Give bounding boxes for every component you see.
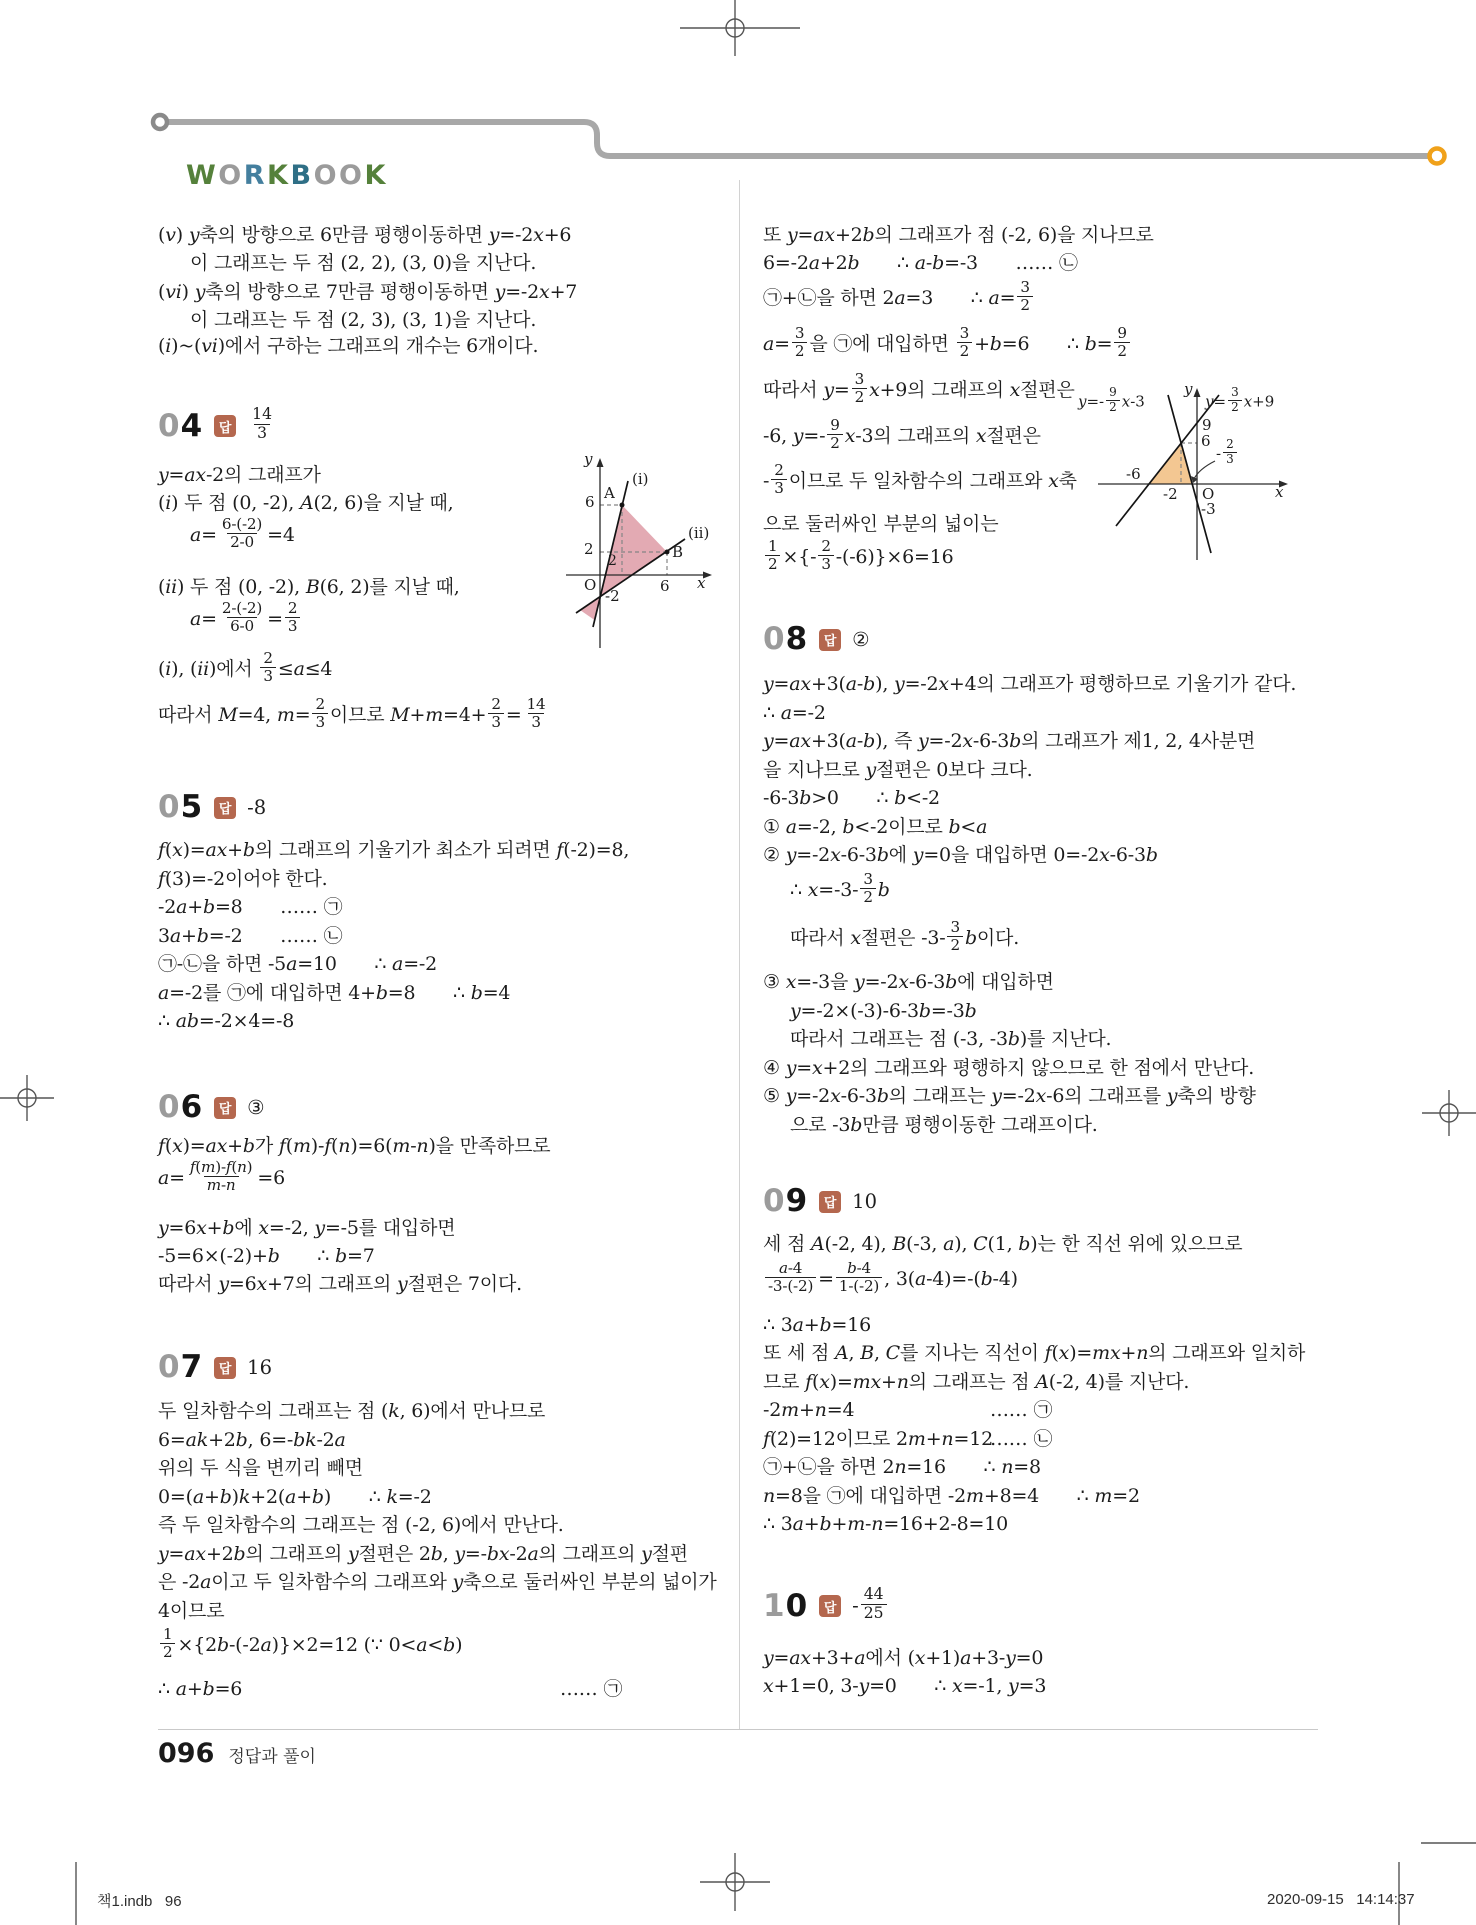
solution-line: ∴ 3a+b+m-n=16+2-8=10 [763,1513,1009,1535]
y-axis-arrow [597,458,604,467]
solution-line: y=ax+3(a-b), y=-2x+4의 그래프가 평행하므로 기울기가 같다. [763,673,1297,695]
problem-number: 07 [158,1349,204,1385]
solution-line: -6, y=- $\frac{9}{2}$ x-3의 그래프의 x절편은 [763,416,1041,453]
logo-letter: O [313,160,340,191]
fraction: $\frac{3}{2}$ [792,325,807,361]
graph-label: 2 [608,553,617,569]
solution-line: 이 그래프는 두 점 (2, 3), (3, 1)을 지난다. [190,309,537,331]
fraction: $\frac{9}{2}$ [1114,325,1129,361]
solution-line: ㉠+㉡을 하면 2a=3 ∴ a= $\frac{3}{2}$ [763,281,1035,317]
logo-letter: B [290,160,314,191]
column-divider [739,180,740,1729]
fraction: $\frac{b-4}{1-(-2)}$ [836,1260,882,1296]
fraction: $\frac{3}{2}$ [860,871,875,907]
fraction: $\frac{3}{2}$ [852,371,867,407]
logo-letter: K [364,160,388,191]
solution-line: 이 그래프는 두 점 (2, 2), (3, 0)을 지난다. [190,252,537,274]
solution-line: (v) y축의 방향으로 6만큼 평행이동하면 y=-2x+6 [158,224,572,246]
solution-line: 또 y=ax+2b의 그래프가 점 (-2, 6)을 지나므로 [763,224,1154,246]
fraction: $\frac{2}{3}$ [1223,438,1237,467]
solution-line: $\frac{1}{2}$ ×{- $\frac{2}{3}$ -(-6)}×6=16 [763,540,954,576]
header-left-ring [153,115,167,129]
problem-10-header [763,1585,889,1625]
solution-line: 을 지나므로 y절편은 0보다 크다. [763,759,1033,781]
fraction: $\frac{14}{3}$ [526,695,546,732]
solution-line: ∴ a+b=6 [158,1678,243,1700]
solution-line: 따라서 y=6x+7의 그래프의 y절편은 7이다. [158,1273,522,1295]
bottom-center-ring [726,1873,744,1891]
solution-line: (i), (ii)에서 $\frac{2}{3}$ ≤a≤4 [158,649,333,686]
solution-line: y=ax+3+a에서 (x+1)a+3-y=0 [763,1647,1044,1669]
solution-line: x+1=0, 3-y=0 ∴ x=-1, y=3 [763,1675,1047,1697]
solution-line: 므로 f(x)=mx+n의 그래프는 점 A(-2, 4)를 지난다. [763,1371,1190,1393]
problem-04-header [158,405,277,445]
y-axis-arrow [1194,388,1201,397]
solution-line: 은 -2a이고 두 일차함수의 그래프와 y축으로 둘러싸인 부분의 넓이가 [158,1571,717,1593]
solution-line: a=-2를 ㉠에 대입하면 4+b=8 ∴ b=4 [158,982,511,1004]
right-mid-ring [1440,1104,1458,1122]
problem-05-header [158,789,267,825]
solution-line: 으로 -3b만큼 평행이동한 그래프이다. [790,1114,1098,1136]
answer-value: - $\frac{44}{25}$ [852,1588,888,1625]
fraction: $\frac{2}{3}$ [312,696,327,732]
page-footer [158,1738,316,1769]
solution-line: 6=ak+2b, 6=-bk-2a [158,1429,346,1451]
header-line-path [167,122,1429,156]
solution-line: ⑤ y=-2x-6-3b의 그래프는 y=-2x-6의 그래프를 y축의 방향 [763,1085,1256,1107]
problem-07-header [158,1349,272,1385]
solution-line: 4이므로 [158,1600,225,1622]
fraction: $\frac{3}{2}$ [947,919,962,955]
solution-line: 따라서 y= $\frac{3}{2}$ x+9의 그래프의 x절편은 [763,370,1075,407]
solution-line: (vi) y축의 방향으로 7만큼 평행이동하면 y=-2x+7 [158,281,578,303]
footer-label: 정답과 풀이 [228,1747,316,1767]
fraction: $\frac{9}{2}$ [1106,386,1120,415]
fraction: $\frac{6-(-2)}{2-0}$ [221,515,263,552]
solution-line: ∴ a=-2 [763,702,826,724]
graph-label: (ii) [688,524,710,542]
graph-label: x [1275,483,1284,501]
graph-label: 6 [585,493,595,511]
solution-line: 위의 두 식을 변끼리 빼면 [158,1457,363,1479]
solution-line: 따라서 그래프는 점 (-3, -3b)를 지난다. [790,1028,1112,1050]
solution-line: ③ x=-3을 y=-2x-6-3b에 대입하면 [763,971,1054,993]
solution-line: - $\frac{2}{3}$ 이므로 두 일차함수의 그래프와 x축 [763,461,1077,498]
page-number: 096 [158,1738,215,1769]
shaded-triangle [600,505,667,597]
solution-line: …… ㉠ [560,1678,623,1700]
answer-badge: 답 [214,1357,236,1379]
answer-value: ③ [247,1095,265,1119]
answer-value [247,405,277,445]
problem-number: 06 [158,1089,204,1125]
solution-line: f(2)=12이므로 2m+n=12 [763,1428,993,1450]
problem-number: 04 [158,407,204,444]
graph-label: 9 [1202,416,1212,434]
answer-badge: 답 [214,797,236,819]
fraction: $\frac{2}{3}$ [488,696,503,732]
problem-08-header [763,621,870,657]
fraction: $\frac{3}{2}$ [957,325,972,361]
solution-line: 3a+b=-2 …… ㉡ [158,925,343,947]
solution-line: a= $\frac{3}{2}$ 을 ㉠에 대입하면 $\frac{3}{2}$ +b=6 ∴ b= $\frac{9}{2}$ [763,327,1132,363]
fraction: $\frac{1}{2}$ [160,1626,175,1662]
problem-06-header [158,1089,265,1125]
problem-07-graph [1078,382,1428,572]
solution-line: f(x)=ax+b의 그래프의 기울기가 최소가 되려면 f(-2)=8, [158,839,630,861]
graph-label: y=- $\frac{9}{2}$ x-3 [1078,385,1145,414]
fraction: $\frac{44}{25}$ [861,1586,887,1623]
solution-line: (i)~(vi)에서 구하는 그래프의 개수는 6개이다. [158,335,539,357]
header-accent-ring [1430,149,1445,164]
graph-label: - $\frac{2}{3}$ [1216,440,1239,469]
solution-line: (ii) 두 점 (0, -2), B(6, 2)를 지날 때, [158,576,460,598]
fraction: $\frac{2-(-2)}{6-0}$ [221,599,263,636]
print-file-label: 책1.indb 96 [97,1893,182,1910]
graph-label: y [584,450,593,468]
solution-line: y=ax-2의 그래프가 [158,464,321,486]
fraction: $\frac{a-4}{-3-(-2)}$ [765,1260,816,1296]
solution-line: 따라서 x절편은 -3- $\frac{3}{2}$ b이다. [790,918,1020,955]
solution-line: …… ㉠ [990,1399,1053,1421]
graph-label: -6 [1126,465,1141,483]
solution-line: ④ y=x+2의 그래프와 평행하지 않으므로 한 점에서 만난다. [763,1057,1255,1079]
answer-value: ② [852,627,870,651]
point-A [620,503,625,508]
solution-line: y=6x+b에 x=-2, y=-5를 대입하면 [158,1217,456,1239]
logo-letter: K [267,160,291,191]
answer-value: 16 [247,1355,272,1379]
workbook-logo [186,160,388,191]
solution-line: 두 일차함수의 그래프는 점 (k, 6)에서 만나므로 [158,1400,546,1422]
graph-label: O [1202,485,1215,503]
solution-line: y=-2×(-3)-6-3b=-3b [790,1000,977,1022]
solution-line: $\frac{a-4}{-3-(-2)}$ = $\frac{b-4}{1-(-2)}$ , 3(a-4)=-(b-4) [763,1262,1018,1298]
solution-line: ∴ ab=-2×4=-8 [158,1010,295,1032]
fraction: $\frac{2}{3}$ [818,538,833,574]
graph-label: -3 [1201,500,1216,518]
fraction: $\frac{2}{3}$ [771,462,786,498]
graph-label: B [672,543,684,561]
graph-label: y= $\frac{3}{2}$ x+9 [1205,385,1275,414]
left-mid-ring [18,1089,36,1107]
answer-badge: 답 [819,1595,841,1617]
fraction: $\frac{2}{3}$ [285,600,300,636]
graph-label: O [584,576,597,594]
print-timestamp: 2020-09-15 14:14:37 [1267,1891,1415,1908]
solution-line: f(3)=-2이어야 한다. [158,868,328,890]
answer-value: -8 [247,795,267,819]
problem-number: 08 [763,621,809,657]
answer-badge: 답 [214,415,236,437]
solution-line: -2m+n=4 [763,1399,855,1421]
solution-line: 즉 두 일차함수의 그래프는 점 (-2, 6)에서 만난다. [158,1514,564,1536]
problem-04-graph [548,450,728,680]
graph-label: 6 [660,577,670,595]
solution-line: y=ax+2b의 그래프의 y절편은 2b, y=-bx-2a의 그래프의 y절편 [158,1543,688,1565]
fraction: $\frac{3}{2}$ [1228,386,1242,415]
point-B [665,550,670,555]
problem-number: 09 [763,1183,809,1219]
answer-badge: 답 [819,629,841,651]
logo-letter: O [218,160,244,191]
solution-line: 0=(a+b)k+2(a+b) ∴ k=-2 [158,1486,432,1508]
graph-label: A [604,484,615,502]
solution-line: ② y=-2x-6-3b에 y=0을 대입하면 0=-2x-6-3b [763,844,1158,866]
solution-line: 따라서 M=4, m= $\frac{2}{3}$ 이므로 M+m=4+ $\frac{2}{3}$ = $\frac{14}{3}$ [158,698,551,734]
fraction: $\frac{1}{2}$ [765,538,780,574]
solution-line: a= $\frac{2-(-2)}{6-0}$ = $\frac{2}{3}$ [190,602,302,638]
logo-letter: O [339,160,365,191]
solution-line: 으로 둘러싸인 부분의 넓이는 [763,513,999,535]
fraction: $\frac{f(m)-f(n)}{m-n}$ [189,1158,253,1195]
solution-line: y=ax+3(a-b), 즉 y=-2x-6-3b의 그래프가 제1, 2, 4사분면 [763,730,1256,752]
solution-line: ① a=-2, b<-2이므로 b<a [763,816,988,838]
graph-label: 2 [584,540,594,558]
solution-line: ∴ x=-3- $\frac{3}{2}$ b [790,870,890,907]
solution-line: ∴ 3a+b=16 [763,1314,871,1336]
answer-badge: 답 [819,1191,841,1213]
solution-line: f(x)=ax+b가 f(m)-f(n)=6(m-n)을 만족하므로 [158,1135,551,1157]
fraction: $\frac{14}{3}$ [252,405,272,442]
problem-number: 10 [763,1587,809,1624]
solution-line: …… ㉡ [990,1428,1053,1450]
solution-line: ㉠-㉡을 하면 -5a=10 ∴ a=-2 [158,953,438,975]
graph-label: y [1184,380,1193,398]
graph-label: 6 [1201,432,1211,450]
solution-line: 또 세 점 A, B, C를 지나는 직선이 f(x)=mx+n의 그래프와 일치하 [763,1342,1306,1364]
solution-line: -6-3b>0 ∴ b<-2 [763,787,940,809]
solution-line: n=8을 ㉠에 대입하면 -2m+8=4 ∴ m=2 [763,1485,1140,1507]
solution-line: a= $\frac{f(m)-f(n)}{m-n}$ =6 [158,1158,285,1195]
logo-letter: W [186,160,219,191]
graph-label: (i) [632,470,649,488]
problem-number: 05 [158,789,204,825]
answer-badge: 답 [214,1097,236,1119]
solution-line: (i) 두 점 (0, -2), A(2, 6)을 지날 때, [158,492,454,514]
fraction: $\frac{3}{2}$ [1017,279,1032,315]
graph-label: x [697,574,706,592]
solution-line: 6=-2a+2b ∴ a-b=-3 …… ㉡ [763,252,1078,274]
footer-rule [158,1729,1318,1730]
logo-letter: R [243,160,268,191]
solution-line: $\frac{1}{2}$ ×{2b-(-2a)}×2=12 (∵ 0<a<b) [158,1628,462,1664]
shaded-triangle [1149,443,1192,484]
problem-09-header [763,1183,877,1219]
solution-line: ㉠+㉡을 하면 2n=16 ∴ n=8 [763,1456,1041,1478]
fraction: $\frac{2}{3}$ [260,650,275,686]
solution-line: -2a+b=8 …… ㉠ [158,896,343,918]
solution-line: a= $\frac{6-(-2)}{2-0}$ =4 [190,515,295,552]
fraction: $\frac{9}{2}$ [827,417,842,453]
graph-label: -2 [605,587,620,605]
answer-value: 10 [852,1189,877,1213]
solution-line: -5=6×(-2)+b ∴ b=7 [158,1245,375,1267]
graph-label: -2 [1163,485,1178,503]
solution-line: 세 점 A(-2, 4), B(-3, a), C(1, b)는 한 직선 위에 있으므로 [763,1233,1243,1255]
